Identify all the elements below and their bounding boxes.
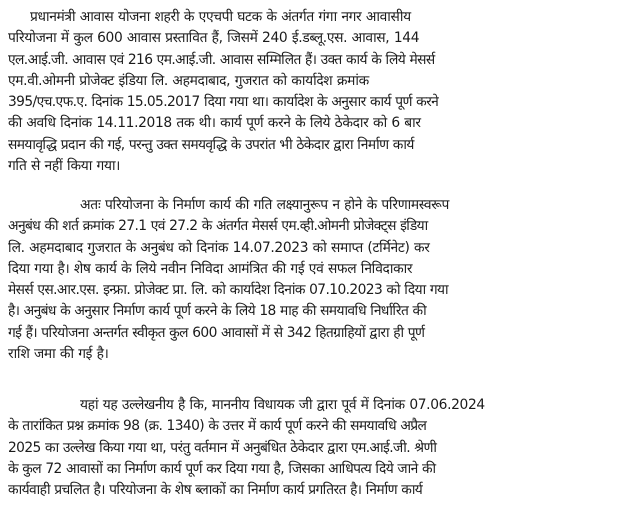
text-line: है। अनुबंध के अनुसार निर्माण कार्य पूर्ण करने के लिये 18 माह की समयावधि निर्धारित की (8, 303, 427, 320)
text-line: मेसर्स एस.आर.एस. इन्फ्रा. प्रोजेक्ट प्रा. लि. को कार्यादेश दिनांक 07.10.2023 को दिया गया (8, 282, 448, 299)
text-line: के कुल 72 आवासों का निर्माण कार्य पूर्ण कर दिया गया है, जिसका आधिपत्य दिये जाने की (8, 460, 436, 477)
text-line: 395/एच.एफ.ए. दिनांक 15.05.2017 दिया गया था। कार्यादेश के अनुसार कार्य पूर्ण करने (8, 94, 439, 111)
paragraph-contract-termination (8, 195, 630, 365)
text-line: अतः परियोजना के निर्माण कार्य की गति लक्ष्यानुरूप न होने के परिणामस्वरूप (80, 197, 449, 213)
text-line: दिया गया है। शेष कार्य के लिये नवीन निविदा आमंत्रित की गई एवं सफल निविदाकार (8, 260, 413, 277)
text-line: के तारांकित प्रश्न क्रमांक 98 (क्र. 1340) के उत्तर में कार्य पूर्ण करने की समयावधि अप्रैल (8, 418, 427, 435)
text-line: अनुबंध की शर्त क्रमांक 27.1 एवं 27.2 के अंतर्गत मेसर्स एम.व्ही.ओमनी प्रोजेक्ट्स इंडिया (8, 218, 428, 235)
text-line: एल.आई.जी. आवास एवं 216 एम.आई.जी. आवास सम्मिलित हैं। उक्त कार्य के लिये मेसर्स (8, 51, 435, 68)
text-line: प्रधानमंत्री आवास योजना शहरी के एएचपी घटक के अंतर्गत गंगा नगर आवासीय (30, 9, 411, 25)
text-line: यहां यह उल्लेखनीय है कि, माननीय विधायक जी द्वारा पूर्व में दिनांक 07.06.2024 (80, 397, 485, 413)
text-line: राशि जमा की गई है। (8, 346, 109, 363)
text-line: लि. अहमदाबाद गुजरात के अनुबंध को दिनांक 14.07.2023 को समाप्त (टर्मिनेट) कर (8, 239, 430, 256)
text-line: समयावृद्धि प्रदान की गई, परन्तु उक्त समयवृद्धि के उपरांत भी ठेकेदार द्वारा निर्माण कार्य (8, 136, 414, 153)
text-line: 2025 का उल्लेख किया गया था, परंतु वर्तमान में अनुबंधित ठेकेदार द्वारा एम.आई.जी. श्रेणी (8, 439, 437, 456)
text-line: गई हैं। परियोजना अन्तर्गत स्वीकृत कुल 600 आवासों में से 342 हितग्राहियों द्वारा ही पूर्ण (8, 324, 425, 341)
paragraph-project-background (8, 7, 630, 177)
paragraph-assembly-question-status (8, 395, 630, 501)
text-line: कार्यवाही प्रचलित है। परियोजना के शेष ब्लाकों का निर्माण कार्य प्रगतिरत है। निर्माण कार्य (8, 482, 423, 499)
text-line: की अवधि दिनांक 14.11.2018 तक थी। कार्य पूर्ण करने के लिये ठेकेदार को 6 बार (8, 115, 421, 132)
text-line: परियोजना में कुल 600 आवास प्रस्तावित हैं, जिसमें 240 ई.डब्लू.एस. आवास, 144 (8, 30, 420, 47)
text-line: गति से नहीं किया गया। (8, 158, 121, 175)
text-line: एम.वी.ओमनी प्रोजेक्ट इंडिया लि. अहमदाबाद, गुजरात को कार्यादेश क्रमांक (8, 72, 369, 89)
